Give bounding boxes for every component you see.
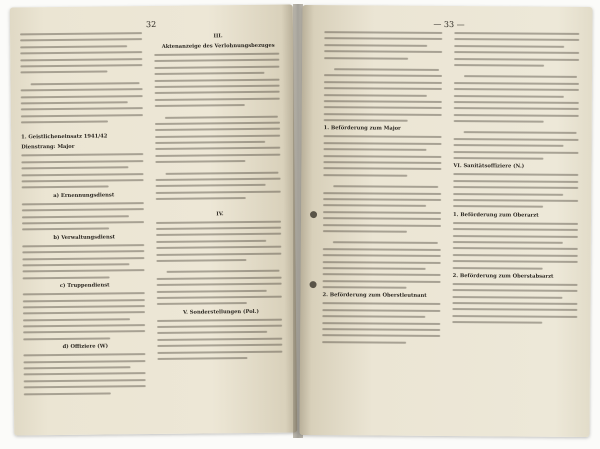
section-heading: 1. Geistlicheneinsatz 1941/42 — [21, 133, 108, 141]
section-heading: III. — [213, 33, 223, 40]
page-number-right: — 33 — — [433, 19, 465, 30]
right-page-column-2 — [452, 32, 583, 427]
left-page-column-1 — [20, 32, 148, 425]
section-heading: IV. — [216, 210, 224, 217]
section-heading: 2. Beförderung zum Oberstabsarzt — [452, 272, 554, 280]
left-page-column-2 — [154, 31, 286, 424]
section-heading: 1. Beförderung zum Major — [323, 125, 401, 133]
right-page-column-1 — [322, 31, 445, 426]
right-page — [300, 5, 593, 437]
section-heading: Dienstrang: Major — [21, 144, 75, 151]
section-heading: 1. Beförderung zum Oberarzt — [453, 211, 539, 219]
section-heading: Aktenanzeige des Verlohnungsbezuges — [161, 42, 275, 50]
punch-hole — [310, 281, 317, 288]
punch-hole — [310, 211, 317, 218]
section-heading: c) Truppendienst — [59, 282, 110, 290]
section-heading: VI. Sanitätsoffiziere (N.) — [453, 163, 525, 170]
page-number-left: 32 — [145, 19, 157, 30]
section-heading: 2. Beförderung zum Oberstleutnant — [322, 292, 427, 300]
section-heading: b) Verwaltungsdienst — [53, 234, 116, 241]
section-heading: d) Offiziere (W) — [62, 343, 109, 351]
section-heading: a) Ernennungsdienst — [53, 192, 115, 199]
section-heading: V. Sonderstellungen (Pol.) — [182, 308, 259, 316]
left-page — [10, 5, 297, 436]
